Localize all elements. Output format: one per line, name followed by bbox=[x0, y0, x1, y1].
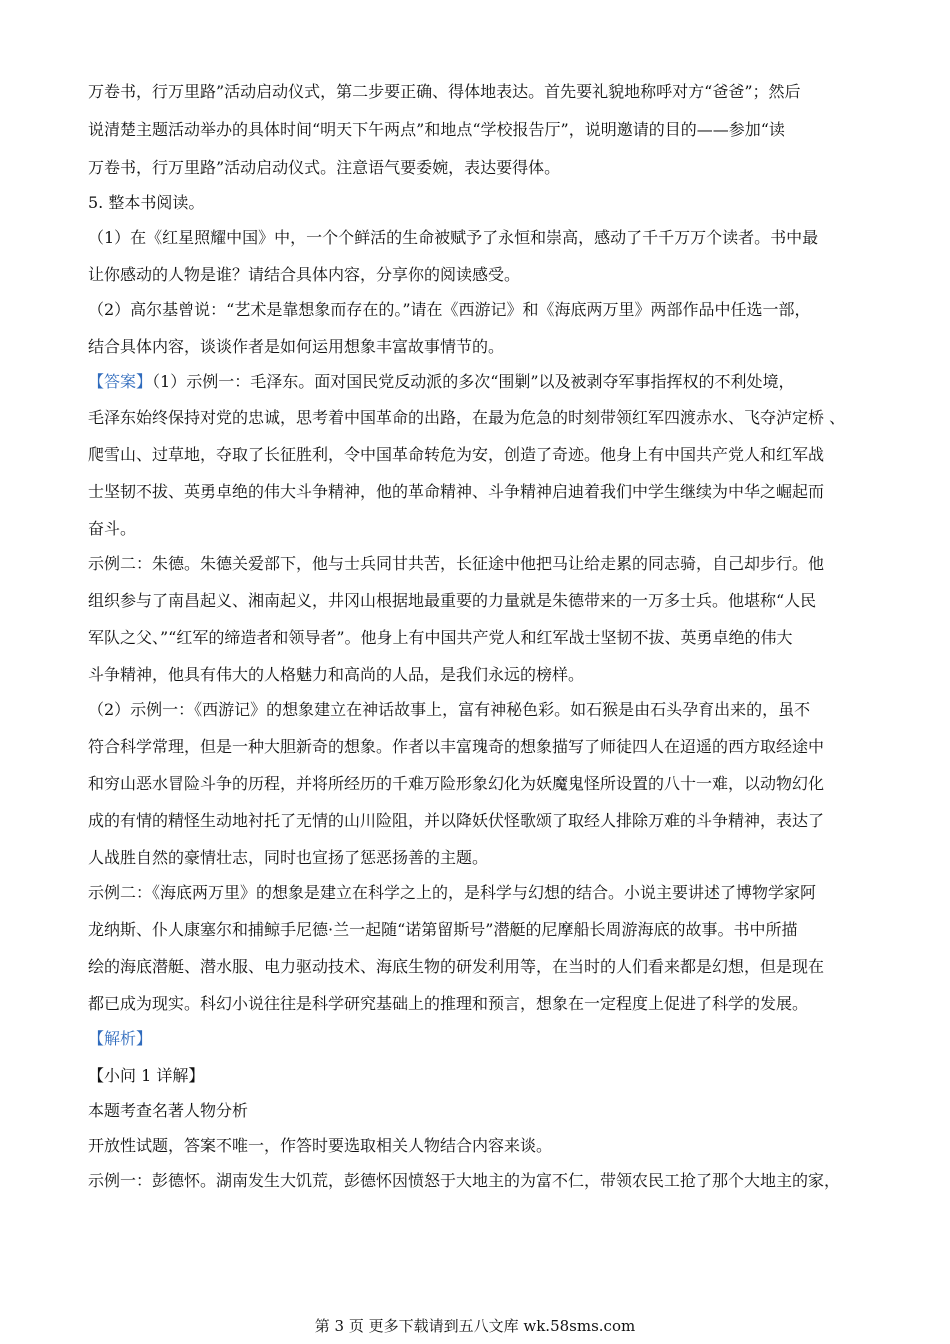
text-line: 让你感动的人物是谁？请结合具体内容，分享你的阅读感受。 bbox=[88, 265, 521, 284]
text-line: 毛泽东始终保持对党的忠诚，思考着中国革命的出路，在最为危急的时刻带领红军四渡赤水、飞夺泸定桥 、 bbox=[88, 408, 846, 427]
text-line: 斗争精神，他具有伟大的人格魅力和高尚的人品，是我们永远的榜样。 bbox=[88, 665, 585, 684]
text-line: 万卷书，行万里路”活动启动仪式。注意语气要委婉，表达要得体。 bbox=[88, 158, 561, 177]
subquestion-heading: 【小问 1 详解】 bbox=[88, 1066, 205, 1085]
text-line: 龙纳斯、仆人康塞尔和捕鲸手尼德·兰一起随“诺第留斯号”潜艇的尼摩船长周游海底的故事。书中所描 bbox=[88, 920, 798, 939]
text-line: （2）示例一：《西游记》的想象建立在神话故事上，富有神秘色彩。如石猴是由石头孕育出来的，虽不 bbox=[88, 700, 811, 719]
text-line: 爬雪山、过草地，夺取了长征胜利，令中国革命转危为安，创造了奇迹。他身上有中国共产党人和红军战 bbox=[88, 445, 825, 464]
answer-line bbox=[88, 372, 862, 392]
text-line: 士坚韧不拔、英勇卓绝的伟大斗争精神，他的革命精神、斗争精神启迪着我们中学生继续为中华之崛起而 bbox=[88, 482, 825, 501]
text-line: 开放性试题，答案不唯一，作答时要选取相关人物结合内容来谈。 bbox=[88, 1136, 553, 1155]
analysis-line bbox=[88, 1029, 862, 1049]
text-line: 人战胜自然的豪情壮志，同时也宣扬了惩恶扬善的主题。 bbox=[88, 848, 489, 867]
text-line: 示例二：朱德。朱德关爱部下，他与士兵同甘共苦，长征途中他把马让给走累的同志骑，自己却步行。他 bbox=[88, 554, 825, 573]
text-line: 都已成为现实。科幻小说往往是科学研究基础上的推理和预言，想象在一定程度上促进了科学的发展。 bbox=[88, 994, 809, 1013]
answer-tag: 【答案】 bbox=[88, 372, 153, 391]
text-line: 奋斗。 bbox=[88, 519, 137, 538]
answer-text: （1）示例一：毛泽东。面对国民党反动派的多次“围剿”以及被剥夺军事指挥权的不利处境， bbox=[152, 372, 795, 391]
analysis-tag: 【解析】 bbox=[88, 1029, 153, 1048]
text-line: 绘的海底潜艇、潜水服、电力驱动技术、海底生物的研发利用等，在当时的人们看来都是幻想，但是现在 bbox=[88, 957, 825, 976]
text-line: 示例二：《海底两万里》的想象是建立在科学之上的，是科学与幻想的结合。小说主要讲述了博物学家阿 bbox=[88, 883, 817, 902]
text-line: 万卷书，行万里路”活动启动仪式，第二步要正确、得体地表达。首先要礼貌地称呼对方“爸爸”；然后 bbox=[88, 82, 801, 101]
page-footer: 第 3 页 更多下载请到五八文库 wk.58sms.com bbox=[314, 1317, 636, 1335]
question-heading: 5. 整本书阅读。 bbox=[88, 193, 205, 212]
text-line: 符合科学常理，但是一种大胆新奇的想象。作者以丰富瑰奇的想象描写了师徒四人在迢遥的西方取经途中 bbox=[88, 737, 825, 756]
text-line: 组织参与了南昌起义、湘南起义，井冈山根据地最重要的力量就是朱德带来的一万多士兵。他堪称“人民 bbox=[88, 591, 817, 610]
text-line: 本题考查名著人物分析 bbox=[88, 1101, 249, 1120]
text-line: （2）高尔基曾说：“艺术是靠想象而存在的。”请在《西游记》和《海底两万里》两部作品中任选一部， bbox=[88, 300, 811, 319]
text-line: 示例一：彭德怀。湖南发生大饥荒，彭德怀因愤怒于大地主的为富不仁，带领农民工抢了那个大地主的家， bbox=[88, 1171, 841, 1190]
text-line: 成的有情的精怪生动地衬托了无情的山川险阻，并以降妖伏怪歌颂了取经人排除万难的斗争精神，表达了 bbox=[88, 811, 825, 830]
text-line: 和穷山恶水冒险斗争的历程，并将所经历的千难万险形象幻化为妖魔鬼怪所设置的八十一难，以动物幻化 bbox=[88, 774, 825, 793]
text-line: （1）在《红星照耀中国》中，一个个鲜活的生命被赋予了永恒和崇高，感动了千千万万个读者。书中最 bbox=[88, 228, 819, 247]
text-line: 结合具体内容，谈谈作者是如何运用想象丰富故事情节的。 bbox=[88, 337, 505, 356]
text-line: 军队之父、”“红军的缔造者和领导者”。他身上有中国共产党人和红军战士坚韧不拔、英勇卓绝的伟大 bbox=[88, 628, 793, 647]
text-line: 说清楚主题活动举办的具体时间“明天下午两点”和地点“学校报告厅”，说明邀请的目的——参加“读 bbox=[88, 120, 785, 139]
